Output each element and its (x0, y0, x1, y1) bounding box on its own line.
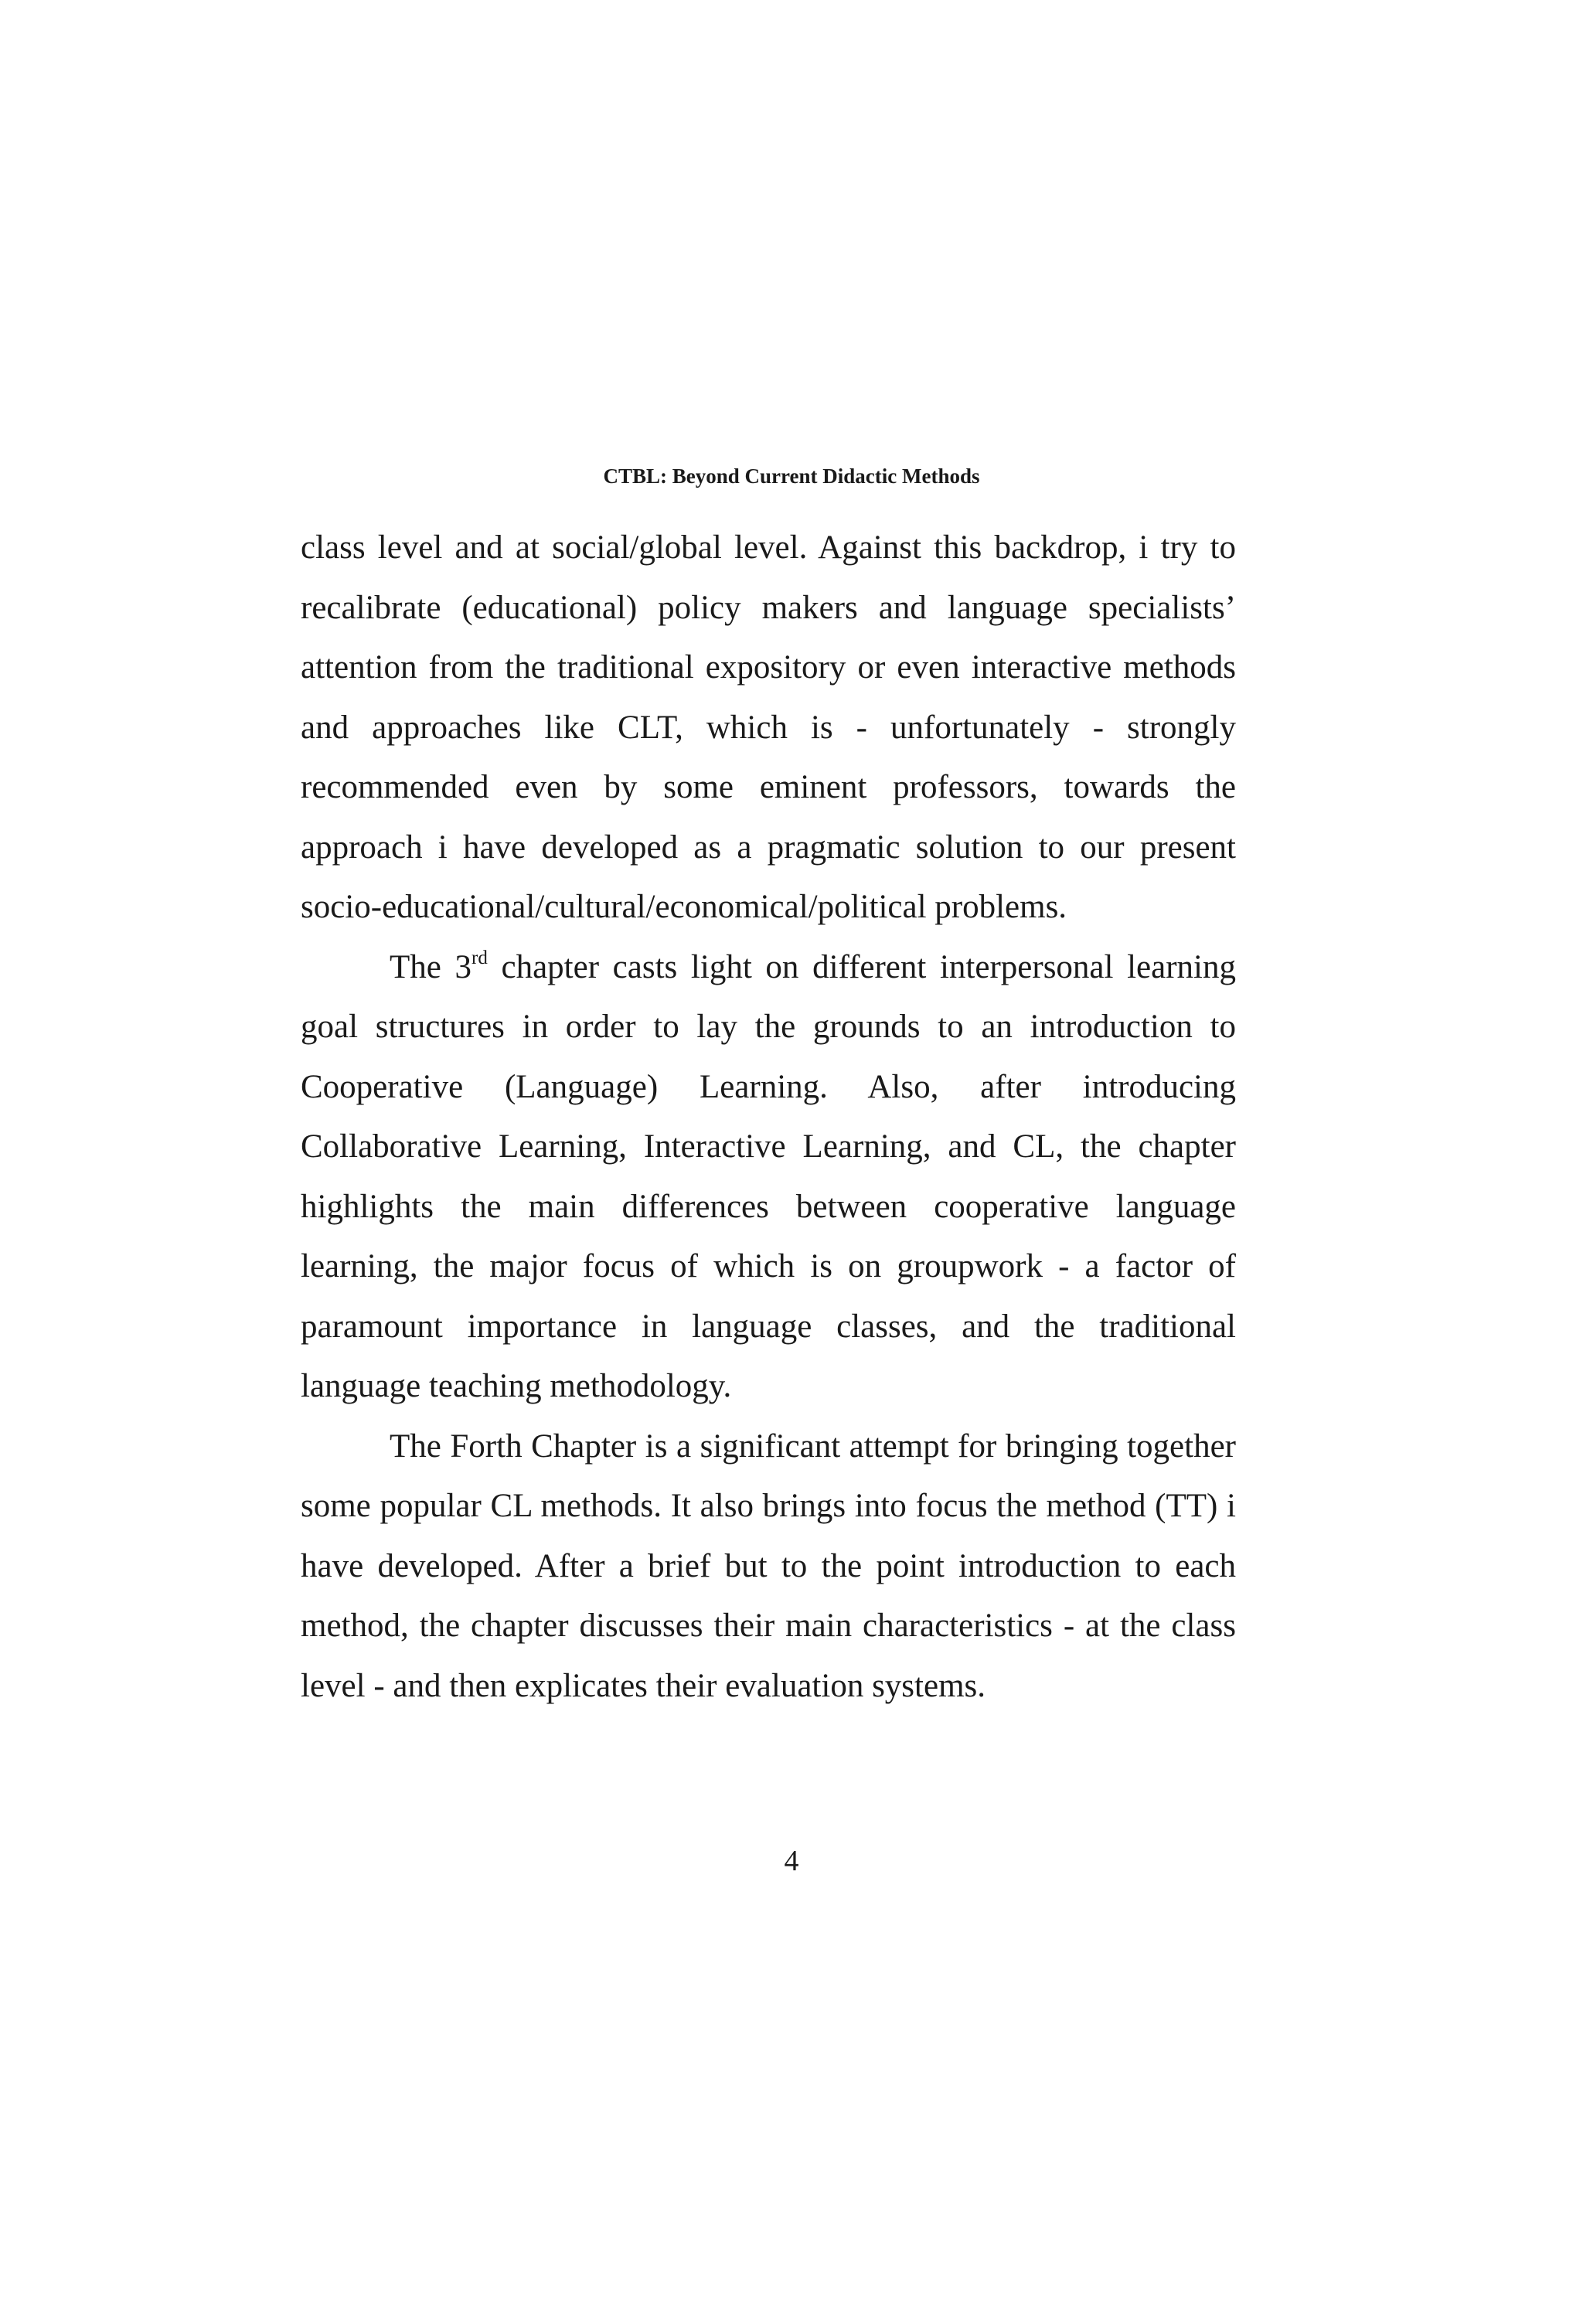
paragraph-1: class level and at social/global level. Against this backdrop, i try to recalibrate (educational) policy makers and language specialists’ attention from the traditional expository or even interactive methods and approaches like CLT, which is - unfortunately - strongly recommended even by some eminent professors, towards the approach i have developed as a pragmatic solution to our present socio-educational/cultural/economical/political problems. (301, 529, 1236, 925)
paragraph-2-lead: The 3 (390, 948, 472, 985)
paragraph-2 (301, 937, 1236, 1417)
paragraph-2-rest: chapter casts light on different interpersonal learning goal structures in order to lay the grounds to an introduction to Cooperative (Language) Learning. Also, after introducing Collaborative Learning, Interactive Learning, and CL, the chapter highlights the main differences between cooperative language learning, the major focus of which is on groupwork - a factor of paramount importance in language classes, and the traditional language teaching methodology. (301, 948, 1236, 1404)
paragraph-3: The Forth Chapter is a significant attempt for bringing together some popular CL methods. It also brings into focus the method (TT) i have developed. After a brief but to the point introduction to each method, the chapter discusses their main characteristics - at the class level - and then explicates their evaluation systems. (301, 1427, 1236, 1704)
page-number: 4 (784, 1845, 799, 1877)
ordinal-superscript: rd (471, 947, 488, 968)
body-text (301, 518, 1236, 1716)
running-header: CTBL: Beyond Current Didactic Methods (603, 464, 980, 488)
